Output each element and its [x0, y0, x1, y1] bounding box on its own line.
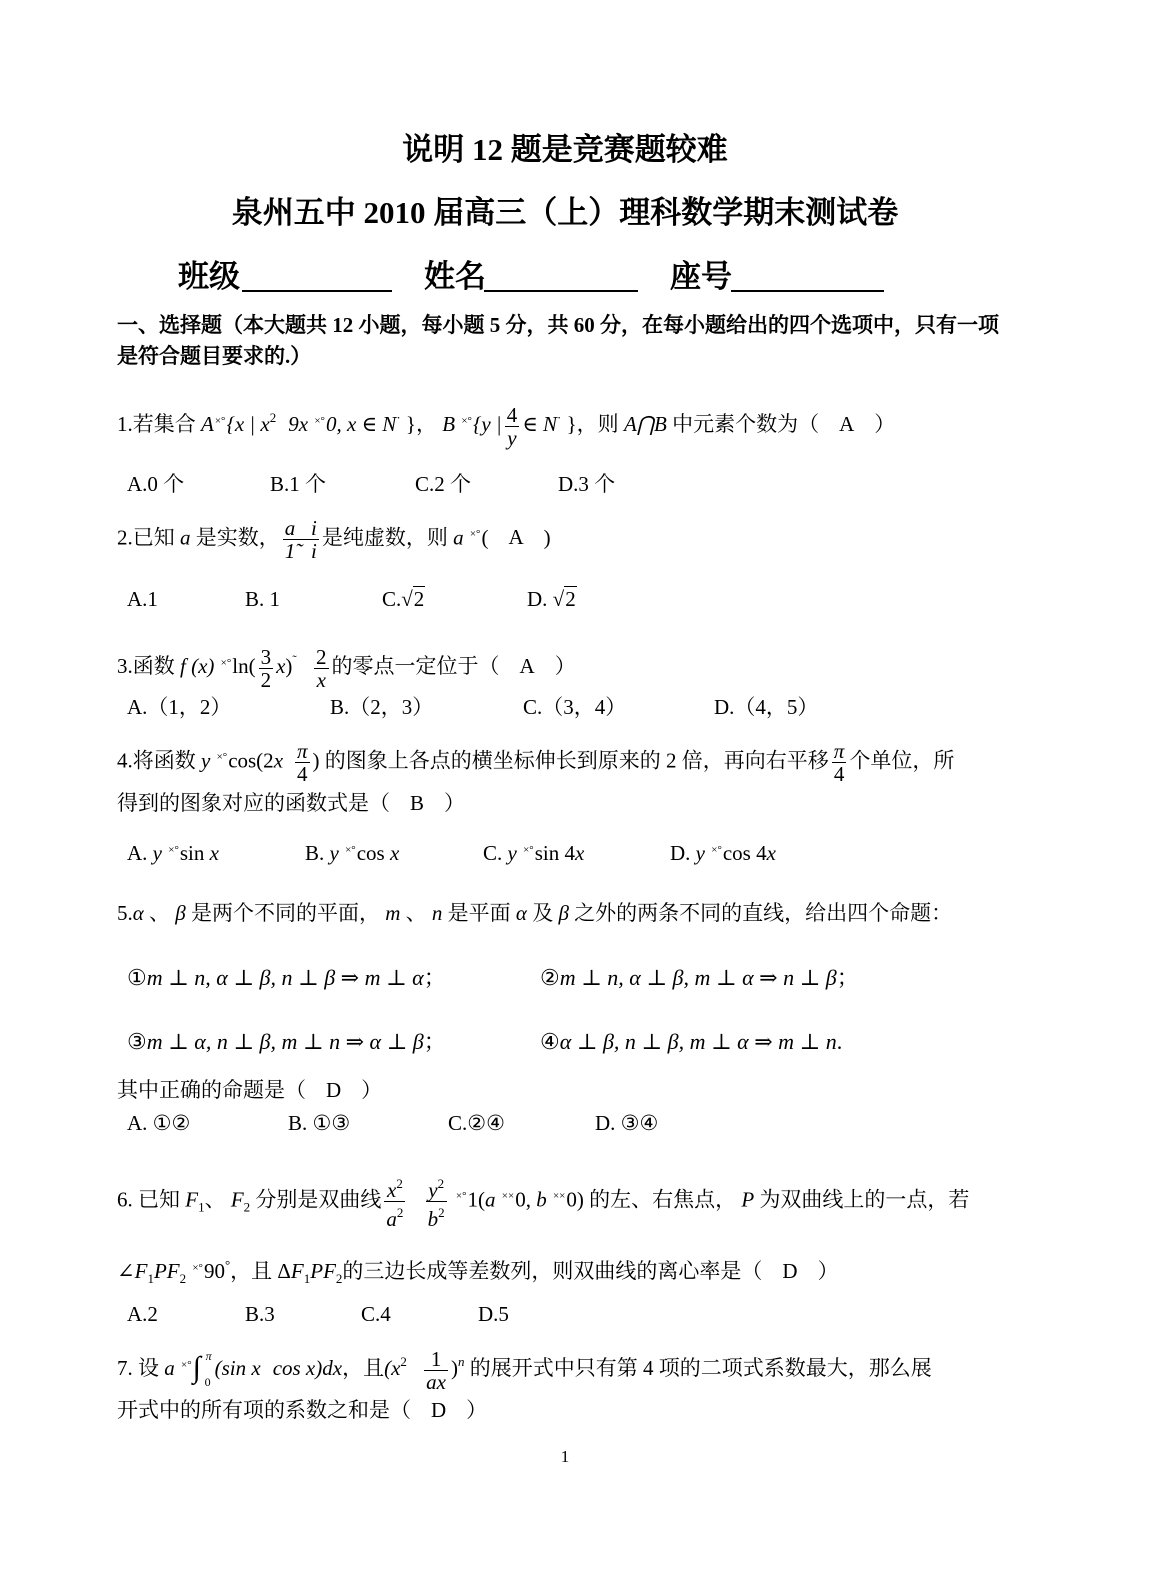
- q1-option-c: C.2 个: [415, 472, 472, 496]
- subscript: 1: [303, 1271, 311, 1286]
- proposition-end: ；: [423, 965, 446, 990]
- fraction-denominator: 4: [297, 762, 308, 786]
- q5-option-b: B. ①③: [288, 1111, 351, 1135]
- garbled-equals: ×°: [345, 844, 356, 856]
- q4-text-1: 的图象上各点的横坐标伸长到原来的 2 倍，再向右平移: [324, 748, 829, 773]
- seat-label: 座号: [670, 259, 732, 294]
- q5-ask: 其中正确的命题是（: [117, 1078, 306, 1102]
- exponent: 2: [437, 1176, 445, 1191]
- q3-ask: 的零点一定位于（: [331, 654, 500, 678]
- garbled-equals: ×°: [220, 657, 232, 669]
- q2-option-d: [527, 584, 577, 614]
- q2-text-2: 是纯虚数，则: [321, 525, 448, 550]
- exam-title: 泉州五中 2010 届高三（上）理科数学期末测试卷: [231, 195, 899, 230]
- function-arg: x: [209, 841, 219, 865]
- question-7-line-1: [117, 1347, 932, 1393]
- q5-close: ）: [361, 1078, 383, 1102]
- proposition-expr: m ⊥ n, α ⊥ β, m ⊥ α ⇒ n ⊥ β: [559, 965, 837, 990]
- proposition-number: ④: [540, 1029, 560, 1054]
- line-m: m: [385, 901, 401, 925]
- q2-option-c: [382, 584, 425, 614]
- q2-text-1: 是实数，: [195, 525, 280, 550]
- q6-text-4: ，且: [230, 1259, 273, 1283]
- degree-sign: °: [224, 1257, 231, 1272]
- section-instructions-line-1: 一、选择题（本大题共 12 小题，每小题 5 分，共 60 分，在每小题给出的四个选项中，只有一项: [117, 313, 999, 337]
- subscript: 2: [335, 1271, 343, 1286]
- focus-f: F: [323, 1259, 336, 1283]
- sqrt-radicand: 2: [565, 587, 576, 611]
- q3-option-a: A.（1，2）: [127, 695, 232, 719]
- paren-close: ): [285, 654, 293, 678]
- var-x: x: [276, 654, 286, 678]
- intersection-expr: A⋂B: [623, 412, 667, 436]
- plane-alpha: α: [515, 901, 527, 925]
- q5-option-d: D. ③④: [595, 1111, 659, 1135]
- fraction-denominator: ax: [426, 1369, 446, 1394]
- focus-f: F: [230, 1187, 244, 1212]
- q5-text-3: 之外的两条不同的直线，给出四个命题：: [574, 901, 953, 925]
- q7-close: ）: [466, 1398, 488, 1422]
- q4-text-2: 个单位，所: [849, 748, 955, 773]
- q6-close: ）: [817, 1259, 839, 1283]
- q2-paren-open: (: [481, 525, 489, 550]
- garbled-greater: ××: [552, 1190, 566, 1203]
- fraction-numerator: 1: [424, 1348, 448, 1371]
- q6-text-1: 分别是双曲线: [255, 1187, 382, 1212]
- plane-beta: β: [175, 901, 186, 925]
- q3-option-b: B.（2，3）: [330, 695, 434, 719]
- paren-close: ): [312, 748, 320, 773]
- focus-f: F: [134, 1259, 148, 1283]
- fraction: [426, 1173, 447, 1230]
- cos-function: cos(2: [228, 748, 274, 773]
- proposition-3: [127, 1027, 446, 1057]
- garbled-greater: ××: [501, 1190, 515, 1203]
- focus-f: F: [290, 1259, 304, 1283]
- fraction-denominator: 2: [260, 667, 272, 692]
- proposition-end: ；: [836, 965, 859, 990]
- star-mark: ·: [557, 410, 562, 425]
- proposition-2: [540, 963, 859, 993]
- var-y: y: [201, 748, 211, 773]
- exam-note: 说明 12 题是竞赛题较难: [402, 132, 728, 167]
- exponent: 2: [269, 410, 277, 425]
- q6-option-b: B.3: [245, 1302, 275, 1326]
- plane-beta: β: [558, 901, 569, 925]
- proposition-number: ③: [127, 1029, 147, 1054]
- point-p: P: [153, 1259, 167, 1283]
- proposition-end: .: [836, 1029, 843, 1054]
- point-p: P: [741, 1187, 755, 1212]
- proposition-expr: α ⊥ β, n ⊥ β, m ⊥ α ⇒ m ⊥ n: [559, 1029, 837, 1054]
- fraction-denominator: x: [316, 667, 326, 692]
- q3-option-c: C.（3，4）: [523, 695, 627, 719]
- question-6-line-2: [117, 1250, 839, 1294]
- var-x: x: [386, 1178, 397, 1202]
- var-y: y: [329, 841, 339, 865]
- fraction-denominator: [384, 1202, 405, 1230]
- angle-sign: ∠: [117, 1259, 135, 1283]
- enum-mark: 、: [204, 1187, 226, 1212]
- fraction-numerator: [426, 1173, 447, 1202]
- q4-option-a: [127, 835, 219, 868]
- fraction-numerator: π: [297, 739, 308, 763]
- question-7-line-2: [117, 1395, 487, 1425]
- garbled-equals: ×°: [469, 528, 481, 541]
- line-n: n: [431, 901, 443, 925]
- q4-answer: B: [410, 791, 425, 815]
- q6-answer: D: [782, 1259, 798, 1283]
- function-arg: x: [574, 841, 585, 865]
- q7-text-1: ，且: [342, 1356, 385, 1380]
- q4-option-d: [670, 835, 776, 868]
- garbled-equals: ×°: [192, 1262, 203, 1274]
- var-b: b: [536, 1187, 547, 1212]
- set-a-var: A: [201, 412, 214, 436]
- option-label: D.: [527, 587, 548, 611]
- function-name: sin 4: [534, 841, 575, 865]
- option-label: D.: [670, 841, 691, 865]
- question-6-line-1: [117, 1173, 969, 1230]
- q3-close: ）: [554, 654, 576, 678]
- subscript: 1: [147, 1271, 154, 1286]
- zero: 0,: [515, 1187, 531, 1212]
- fraction-numerator: 2: [316, 644, 327, 669]
- star-mark: ·: [396, 410, 401, 425]
- q6-lead: 6. 已知: [117, 1187, 180, 1212]
- question-4-line-1: [117, 740, 954, 785]
- proposition-4: [540, 1027, 842, 1057]
- fraction: [384, 1173, 405, 1230]
- q1-ask: 中元素个数为（: [672, 412, 820, 436]
- degree-value: 90: [203, 1259, 225, 1283]
- fraction-denominator: 1̃ i: [284, 539, 317, 563]
- set-b-expr-2: ∈ N: [522, 412, 557, 436]
- sqrt-radicand: 2: [413, 587, 425, 611]
- var-a: a: [453, 525, 464, 550]
- q2-paren-close: ): [543, 525, 551, 550]
- name-label: 姓名: [424, 259, 486, 294]
- question-5: [117, 898, 952, 928]
- q1-answer: A: [839, 412, 855, 436]
- var-a: a: [164, 1356, 175, 1380]
- exponent: 2: [438, 1205, 445, 1220]
- zero: 0): [566, 1187, 584, 1212]
- question-3: [117, 645, 576, 691]
- garbled-equals: ×°: [314, 415, 325, 427]
- function-name: cos: [356, 841, 385, 865]
- var-y: y: [507, 841, 517, 865]
- fraction: [259, 646, 274, 691]
- fraction: [295, 740, 310, 785]
- integral-lower-limit: 0: [204, 1375, 211, 1390]
- garbled-equals: ×°: [711, 844, 722, 856]
- q2-option-b: [245, 584, 280, 614]
- var-a: a: [485, 1187, 496, 1212]
- page-number: 1: [560, 1447, 570, 1466]
- fraction-numerator: a i: [284, 516, 317, 540]
- garbled-equals: ×°: [181, 1359, 192, 1371]
- integral-sign: ∫: [192, 1351, 201, 1385]
- q1-close: ）: [874, 412, 896, 436]
- q7-answer: D: [431, 1398, 447, 1422]
- question-4-line-2: [117, 788, 465, 818]
- q6-text-2: 的左、右焦点，: [589, 1187, 737, 1212]
- subscript: 1: [198, 1199, 205, 1215]
- var-x: x: [273, 748, 284, 773]
- q4-option-b: [305, 835, 399, 868]
- q7-text-2: 的展开式中只有第 4 项的二项式系数最大，那么展: [469, 1356, 932, 1380]
- function-arg: x: [389, 841, 400, 865]
- q5-answer: D: [326, 1078, 342, 1102]
- var-b: b: [427, 1207, 439, 1231]
- garbled-equals: ×°: [523, 844, 534, 856]
- fraction-numerator: 4: [506, 402, 518, 427]
- q4-lead: 4.将函数: [117, 748, 196, 773]
- q1-option-a: A.0 个: [127, 472, 185, 496]
- q4-ask: 得到的图象对应的函数式是（: [117, 791, 390, 815]
- enum-mark: 、: [149, 901, 171, 925]
- plane-alpha: α: [132, 901, 144, 925]
- integrand-part-2: cos x)dx: [272, 1356, 343, 1380]
- power-n: n: [457, 1354, 465, 1369]
- q4-close: ）: [444, 791, 466, 815]
- option-label: B.: [305, 841, 325, 865]
- integral: [192, 1349, 215, 1390]
- proposition-number: ①: [127, 965, 147, 990]
- q3-option-d: D.（4，5）: [714, 695, 819, 719]
- option-label: A.: [127, 841, 148, 865]
- var-y: y: [152, 841, 162, 865]
- q6-option-d: D.5: [478, 1302, 509, 1326]
- q5-text-1: 是两个不同的平面，: [191, 901, 380, 925]
- proposition-number: ②: [540, 965, 560, 990]
- q5-option-c: C.②④: [448, 1111, 505, 1135]
- exponent: 2: [400, 1354, 407, 1369]
- question-1: [117, 403, 895, 449]
- focus-f: F: [185, 1187, 199, 1212]
- garbled-equals: ×°: [455, 1190, 467, 1203]
- q6-option-a: A.2: [127, 1302, 158, 1326]
- garbled-equals: ×°: [216, 751, 228, 764]
- fraction: [424, 1348, 448, 1393]
- set-a-close: }，: [405, 412, 437, 436]
- binomial-close: ): [450, 1356, 458, 1380]
- point-p: P: [310, 1259, 324, 1283]
- exponent: 2: [396, 1176, 403, 1191]
- q6-text-3: 为双曲线上的一点，若: [759, 1187, 970, 1212]
- q2-answer: A: [508, 525, 524, 550]
- fraction: [832, 740, 847, 785]
- fraction-numerator: 3: [260, 644, 272, 669]
- option-label: C.: [483, 841, 503, 865]
- fraction-numerator: π: [833, 739, 845, 763]
- subscript: 2: [179, 1271, 187, 1286]
- set-b-expr: {y |: [472, 412, 502, 436]
- function-name: cos 4: [722, 841, 767, 865]
- option-label: B.: [245, 587, 265, 611]
- proposition-expr: m ⊥ α, n ⊥ β, m ⊥ n ⇒ α ⊥ β: [146, 1029, 424, 1054]
- option-value: 1: [269, 587, 281, 611]
- q5-lead: 5.: [117, 901, 133, 925]
- q1-lead: 1.若集合: [117, 412, 196, 436]
- garbled-equals: ×°: [461, 415, 472, 427]
- q3-lead: 3.函数: [117, 654, 175, 678]
- q4-option-c: [483, 835, 584, 868]
- garbled-equals: ×°: [168, 844, 179, 856]
- exponent: 2: [396, 1205, 404, 1220]
- section-instructions-line-2: 是符合题目要求的.）: [117, 344, 312, 368]
- var-y: y: [695, 841, 705, 865]
- q1-option-d: D.3 个: [558, 472, 616, 496]
- q6-option-c: C.4: [361, 1302, 391, 1326]
- var-a: a: [180, 525, 191, 550]
- q6-text-5: 的三边长成等差数列，则双曲线的离心率是（: [342, 1259, 763, 1283]
- fraction-numerator: [384, 1173, 405, 1202]
- garbled-equals: ×°: [214, 415, 226, 427]
- seat-blank: [731, 262, 884, 292]
- proposition-end: ；: [423, 1029, 446, 1054]
- function-fx: f (x): [180, 654, 215, 678]
- delta-sign: Δ: [277, 1259, 291, 1283]
- q7-lead: 7. 设: [117, 1356, 159, 1380]
- set-a-expr: {x | x: [226, 412, 270, 436]
- fraction-denominator: [426, 1202, 447, 1230]
- class-label: 班级: [178, 259, 240, 294]
- function-name: sin: [179, 841, 205, 865]
- ln-function: ln(: [232, 654, 256, 678]
- q1-option-b: B.1 个: [270, 472, 327, 496]
- name-blank: [484, 262, 638, 292]
- q5-text-2: 是平面: [447, 901, 511, 925]
- q3-answer: A: [519, 654, 535, 678]
- proposition-expr: m ⊥ n, α ⊥ β, n ⊥ β ⇒ m ⊥ α: [146, 965, 424, 990]
- fraction-denominator: y: [507, 425, 517, 450]
- fraction-denominator: 4: [833, 762, 845, 786]
- fraction: [314, 646, 329, 691]
- tilde-mark: ˜: [292, 652, 297, 667]
- binomial-open: (x: [384, 1356, 401, 1380]
- q5-and: 及: [532, 901, 554, 925]
- set-a-expr-3: 0, x ∈ N: [325, 412, 397, 436]
- set-b-close: }，则: [566, 412, 619, 436]
- question-5-ask: [117, 1075, 382, 1105]
- q7-ask: 开式中的所有项的系数之和是（: [117, 1398, 411, 1422]
- set-a-expr-2: 9x: [288, 412, 309, 436]
- function-arg: x: [766, 841, 776, 865]
- question-2: [117, 517, 551, 562]
- focus-f: F: [166, 1259, 180, 1283]
- q5-option-a: A. ①②: [127, 1111, 191, 1135]
- var-a: a: [386, 1207, 397, 1231]
- enum-mark: 、: [405, 901, 427, 925]
- sqrt-sign: √: [552, 587, 565, 611]
- option-label: C.: [382, 587, 402, 611]
- fraction: [283, 517, 319, 562]
- fraction: [505, 404, 520, 449]
- integral-upper-limit: π: [205, 1349, 212, 1364]
- subscript: 2: [243, 1199, 251, 1215]
- class-blank: [242, 262, 392, 292]
- integrand-part-1: (sin x: [214, 1356, 261, 1380]
- sqrt-sign: √: [401, 587, 413, 611]
- q2-option-a: A.1: [127, 587, 158, 611]
- proposition-1: [127, 963, 446, 993]
- one-paren: 1(: [467, 1187, 486, 1212]
- set-b-var: B: [442, 412, 456, 436]
- q2-lead: 2.已知: [117, 525, 175, 550]
- var-y: y: [428, 1178, 438, 1202]
